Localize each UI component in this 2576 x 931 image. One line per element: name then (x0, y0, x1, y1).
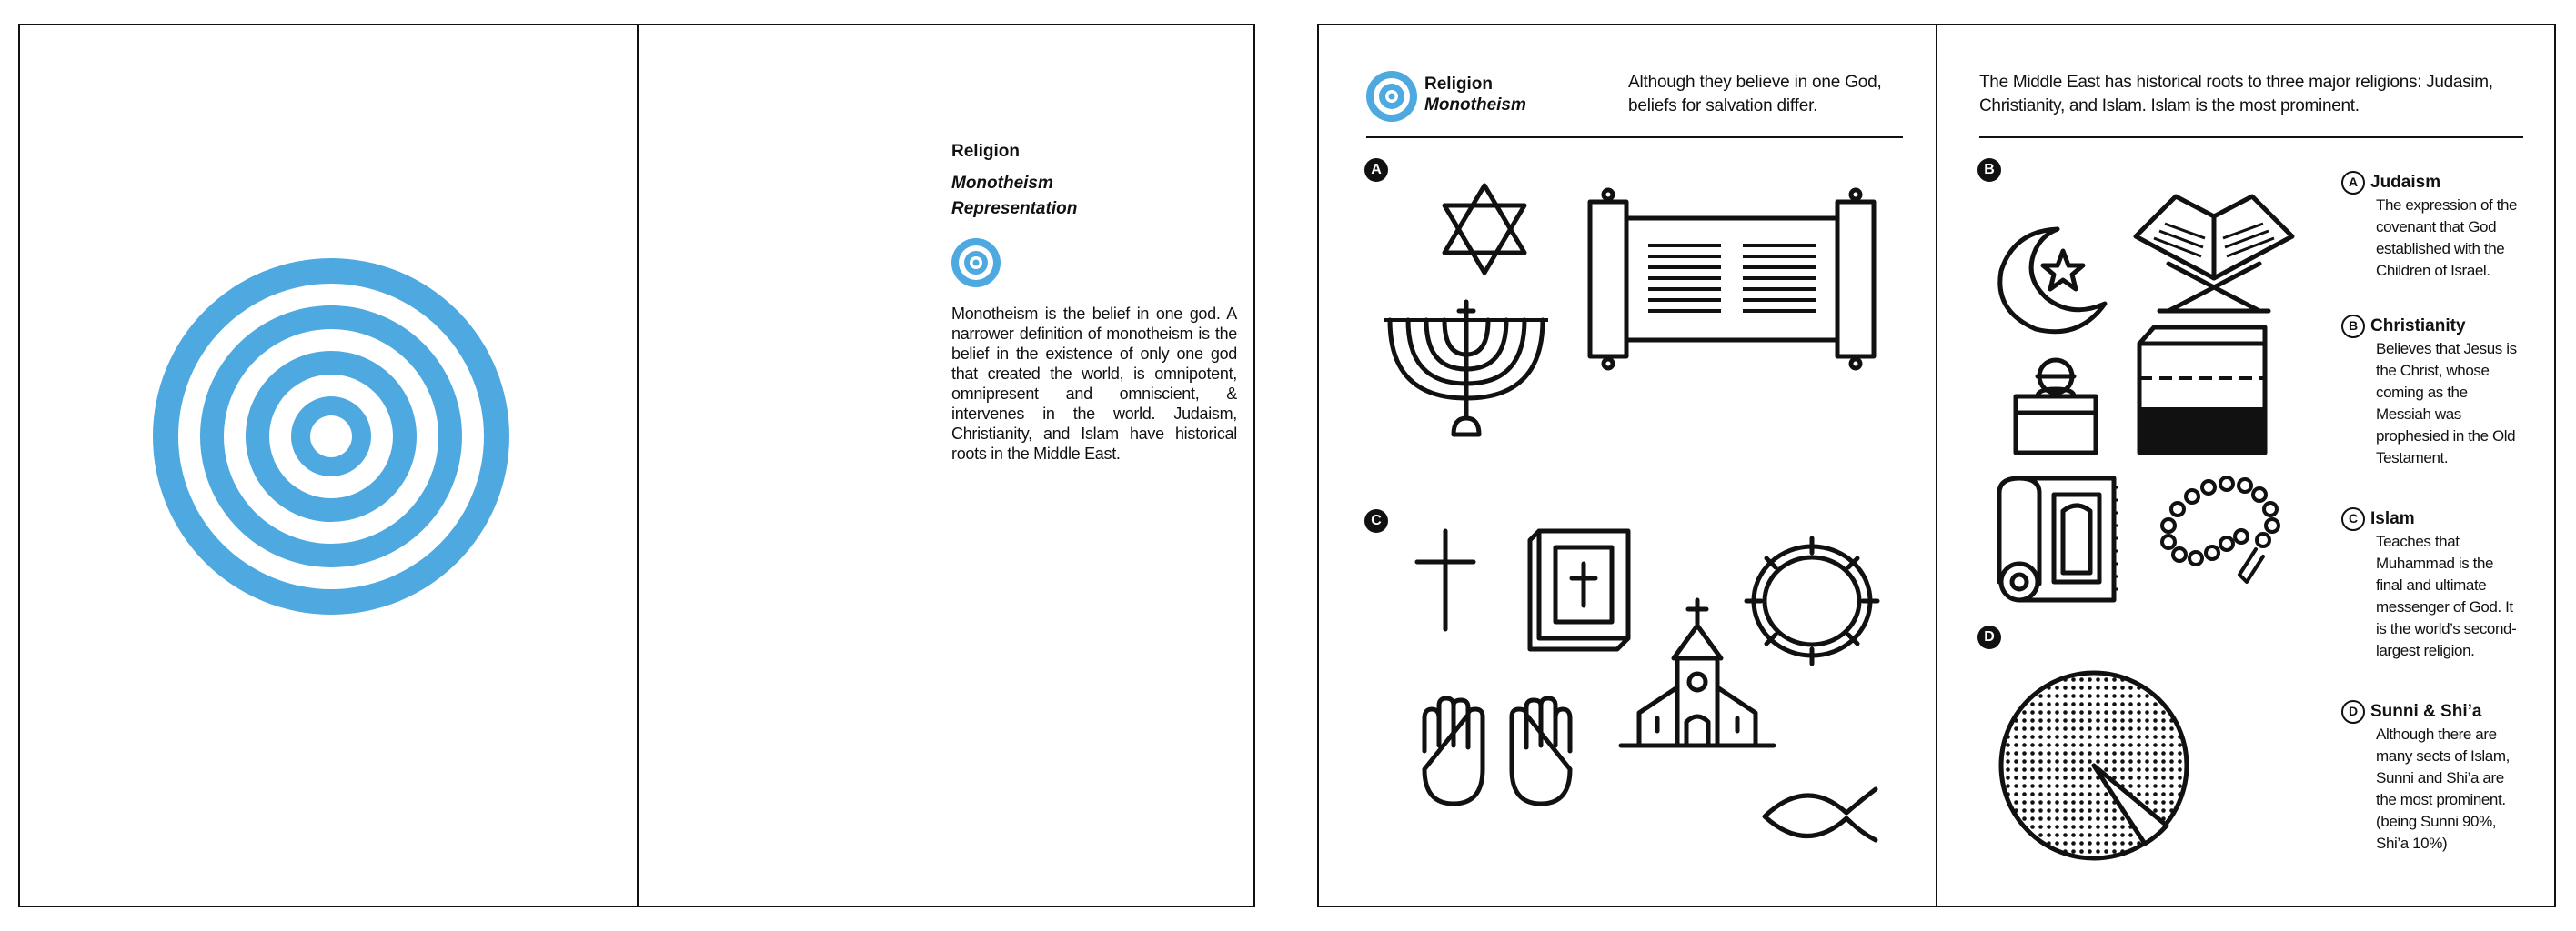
legend-judaism (2341, 171, 2523, 282)
crescent-star-icon (1992, 224, 2110, 336)
legend-title-islam: Islam (2370, 509, 2415, 528)
person-at-box-icon (2010, 356, 2101, 456)
small-concentric-icon (951, 238, 1001, 287)
intro-right: The Middle East has historical roots to three major religions: Judasim, Christianity, and Islam. Islam is the most prominent. (1979, 73, 2493, 115)
monotheism-paragraph: Monotheism is the belief in one god. A narrower definition of monotheism is the belief in the existence of only one god that created the world, is omnipotent, omnipresent and omniscient, & intervenes in the world. Judaism, Christianity, and Islam have historical roots in the Middle East. (951, 305, 1237, 463)
legend-sunni-shia (2341, 700, 2523, 855)
cross-icon (1414, 527, 1477, 633)
bible-icon (1526, 527, 1632, 655)
header-title: Religion (1424, 75, 1493, 94)
concentric-circles-icon (153, 258, 509, 615)
legend-badge-c: C (2341, 507, 2365, 531)
legend-title-judaism: Judaism (2370, 173, 2441, 192)
section-badge-c: C (1364, 509, 1388, 533)
legend-text-sunni-shia: Although there are many sects of Islam, Sunni and Shi’a are the most prominent. (being Sunni 90%, Shi’a 10%) (2376, 726, 2510, 852)
left-spread-gutter (637, 25, 639, 906)
legend-islam (2341, 507, 2523, 662)
page-subtitle: Monotheism (951, 174, 1053, 193)
sunni-shia-pie-icon (1996, 667, 2192, 864)
header-concentric-icon (1366, 71, 1417, 122)
praying-hands-icon (1419, 696, 1575, 807)
menorah-icon (1384, 298, 1548, 445)
right-spread (1317, 24, 2556, 907)
left-spread (18, 24, 1255, 907)
legend-text-judaism: The expression of the covenant that God established with the Children of Israel. (2376, 196, 2518, 279)
intro-left: Although they believe in one God, beliefs for salvation differ. (1628, 73, 1882, 115)
section-badge-b: B (1977, 158, 2001, 182)
legend-badge-d: D (2341, 700, 2365, 724)
prayer-beads-icon (2156, 473, 2283, 591)
star-of-david-icon (1441, 182, 1528, 276)
right-spread-gutter (1936, 25, 1937, 906)
ichthys-fish-icon (1761, 786, 1879, 844)
page-subtitle-2: Representation (951, 199, 1078, 218)
quran-stand-icon (2132, 193, 2296, 315)
header-rule-left (1366, 136, 1903, 138)
legend-title-sunni-shia: Sunni & Shi’a (2370, 702, 2482, 721)
torah-scroll-icon (1583, 187, 1881, 369)
page-title: Religion (951, 142, 1020, 161)
header-subtitle: Monotheism (1424, 95, 1526, 115)
prayer-rug-icon (1994, 475, 2118, 606)
kaaba-icon (2136, 324, 2269, 458)
section-badge-a: A (1364, 158, 1388, 182)
section-badge-d: D (1977, 626, 2001, 649)
legend-badge-a: A (2341, 171, 2365, 195)
legend-christianity (2341, 315, 2523, 469)
legend-text-christianity: Believes that Jesus is the Christ, whose coming as the Messiah was prophesied in the Old Testament. (2376, 340, 2517, 466)
church-icon (1617, 596, 1777, 753)
legend-badge-b: B (2341, 315, 2365, 338)
legend-text-islam: Teaches that Muhammad is the final and ultimate messenger of God. It is the world’s second-largest religion. (2376, 533, 2517, 659)
header-rule-right (1979, 136, 2523, 138)
legend-title-christianity: Christianity (2370, 316, 2466, 335)
